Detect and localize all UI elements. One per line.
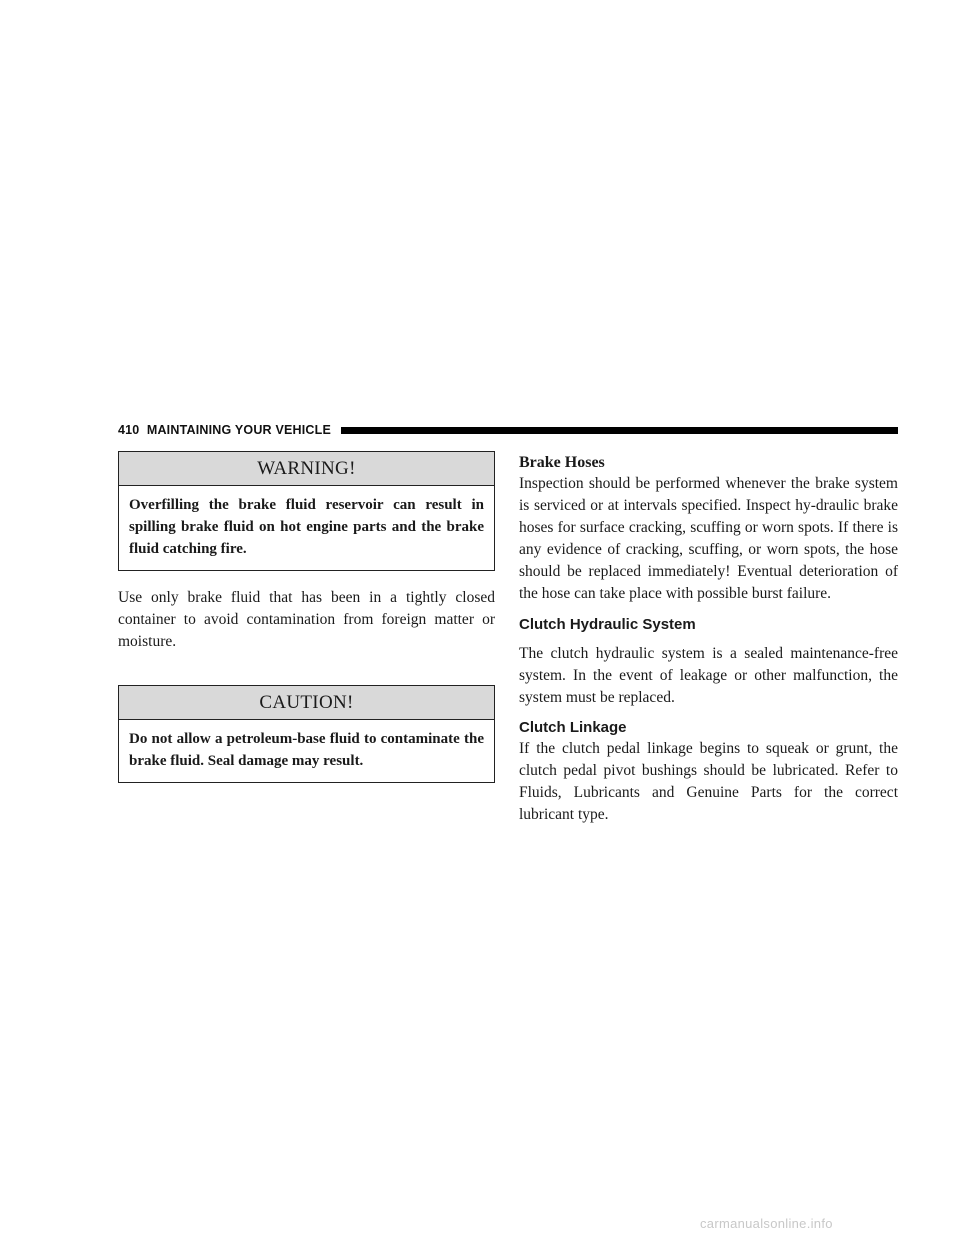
right-column	[519, 451, 898, 826]
brake-hoses-text: Inspection should be performed whenever the brake system is serviced or at intervals specified. Inspect hy-draulic brake hoses for surface cracking, scuffing or worn spots. If there is any evidence of cracking, scuffing, or worn spots, the hose should be replaced immediately! Eventual deterioration of the hose can take place with possible burst failure.	[519, 475, 898, 602]
caution-box	[118, 685, 495, 783]
caution-title: CAUTION!	[119, 686, 494, 720]
header-text	[118, 423, 341, 437]
warning-title: WARNING!	[119, 452, 494, 486]
brake-fluid-paragraph: Use only brake fluid that has been in a tightly closed container to avoid contamination from foreign matter or moisture.	[118, 589, 495, 650]
header-rule	[341, 427, 898, 434]
page-number: 410	[118, 423, 140, 437]
running-header	[118, 420, 898, 440]
warning-text: Overfilling the brake fluid reservoir can result in spilling brake fluid on hot engine parts and the brake fluid catching fire.	[129, 497, 484, 557]
clutch-hydraulic-text: The clutch hydraulic system is a sealed maintenance-free system. In the event of leakage or other malfunction, the system must be replaced.	[519, 645, 898, 706]
warning-box	[118, 451, 495, 571]
section-title: MAINTAINING YOUR VEHICLE	[146, 423, 332, 437]
clutch-linkage-text: If the clutch pedal linkage begins to squeak or grunt, the clutch pedal pivot bushings should be lubricated. Refer to Fluids, Lubricants and Genuine Parts for the correct lubricant type.	[519, 740, 898, 823]
watermark-text: carmanualsonline.info	[700, 1216, 833, 1231]
clutch-hydraulic-heading: Clutch Hydraulic System	[519, 616, 696, 633]
brake-hoses-heading: Brake Hoses	[519, 454, 605, 471]
left-column	[118, 451, 495, 783]
caution-text: Do not allow a petroleum-base fluid to contaminate the brake fluid. Seal damage may result.	[129, 731, 484, 769]
clutch-linkage-heading: Clutch Linkage	[519, 719, 627, 736]
